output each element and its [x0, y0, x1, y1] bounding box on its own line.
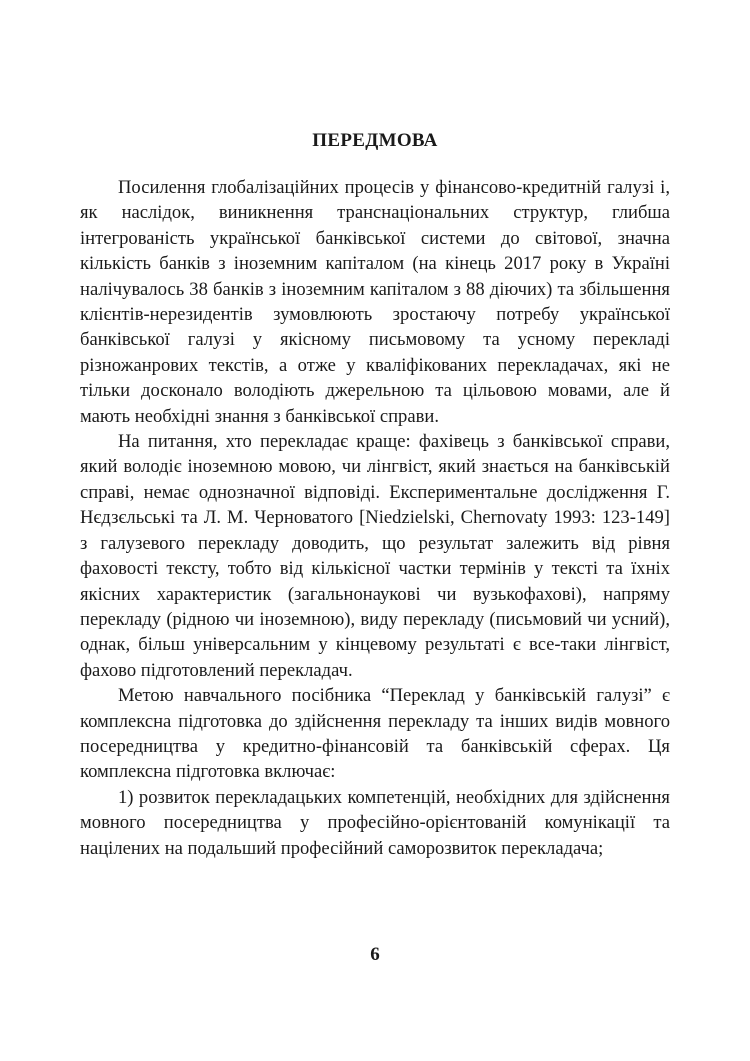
body-text — [80, 175, 670, 861]
paragraph-4: 1) розвиток перекладацьких компетенцій, необхідних для здійснення мовного посередництва у професійно-орієнтованій комунікації та націлених на подальший професійний саморозвиток перекладача; — [80, 786, 670, 859]
paragraph-1: Посилення глобалізаційних процесів у фінансово-кредитній галузі і, як наслідок, виникнення транснаціональних структур, глибша інтегрованість української банківської системи до світової, значна кількість банків з іноземним капіталом (на кінець 2017 року в Україні налічувалось 38 банків з іноземним капіталом з 88 діючих) та збільшення клієнтів-нерезидентів зумовлюють зростаючу потребу української банківської галузі у якісному письмовому та усному перекладі різножанрових текстів, а отже у кваліфікованих перекладачах, які не тільки досконало володіють джерельною та цільовою мовами, але й мають необхідні знання з банківської справи. — [80, 177, 670, 427]
paragraph-3: Метою навчального посібника “Переклад у банківській галузі” є комплексна підготовка до здійснення перекладу та інших видів мовного посередництва у кредитно-фінансовій та банківській сферах. Ця комплексна підготовка включає: — [80, 685, 670, 783]
page-title: ПЕРЕДМОВА — [312, 130, 438, 151]
page-number: 6 — [370, 944, 380, 965]
paragraph-2: На питання, хто перекладає краще: фахівець з банківської справи, який володіє іноземною мовою, чи лінгвіст, який знається на банківській справі, немає однозначної відповіді. Експериментальне дослідження Г. Нєдзєльські та Л. М. Черноватого [Niedzielski, Chernovaty 1993: 123-149] з галузевого перекладу доводить, що результат залежить від рівня фаховості тексту, тобто від кількісної частки термінів у тексті та їхніх якісних характеристик (загальнонаукові чи вузькофахові), напряму перекладу (рідною чи іноземною), виду перекладу (письмовий чи усний), однак, більш універсальним у кінцевому результаті є все-таки лінгвіст, фахово підготовлений перекладач. — [80, 431, 670, 681]
